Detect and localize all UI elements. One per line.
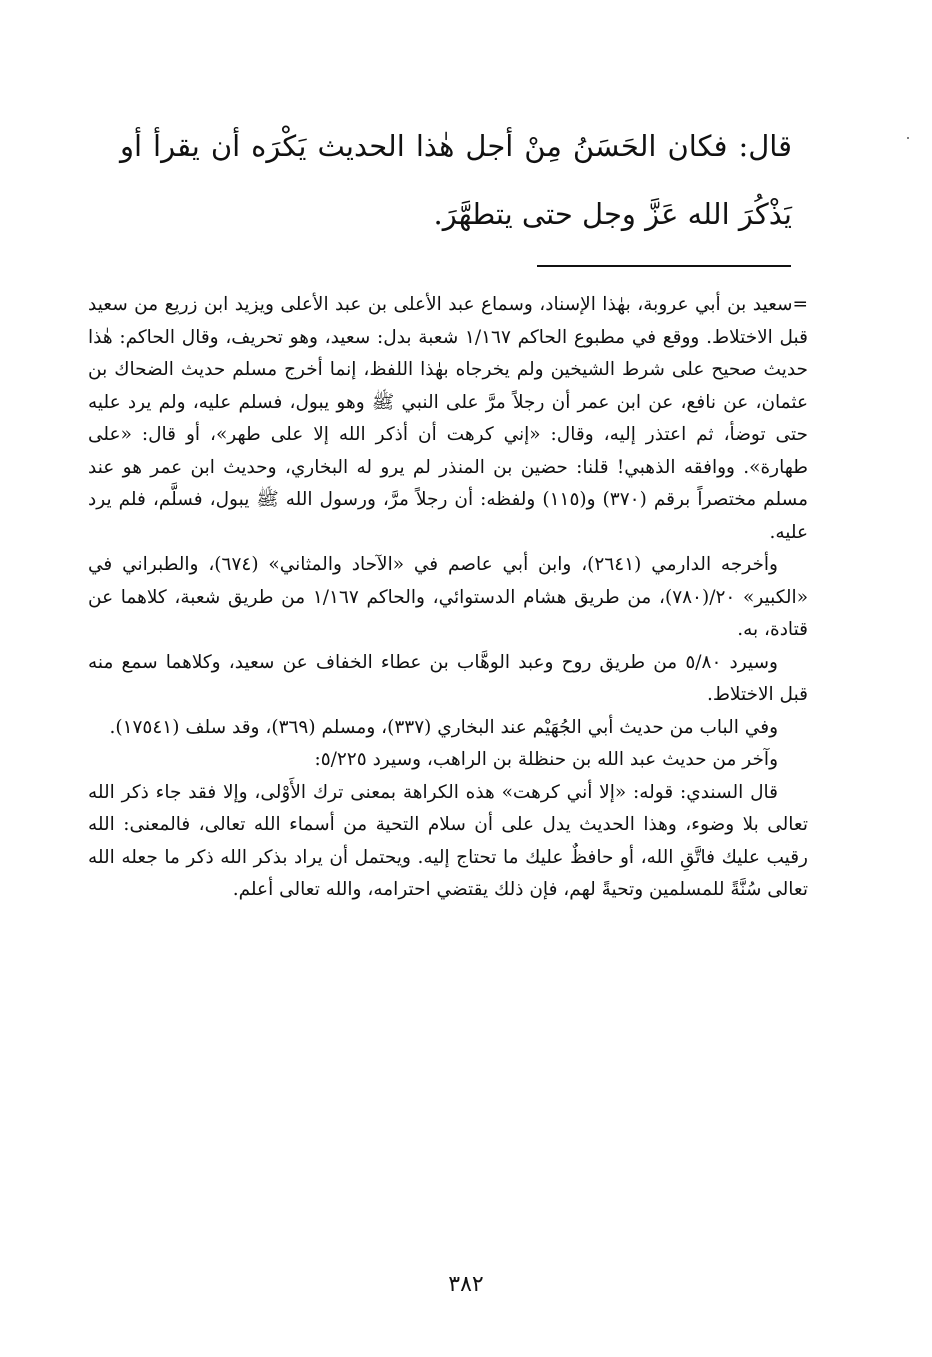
page-number: ٣٨٢ bbox=[448, 1272, 484, 1297]
footnote-paragraph-6: قال السندي: قوله: «إلا أني كرهت» هذه الكراهة بمعنى ترك الأَوْلى، وإلا فقد جاء ذكر الله تعالى بلا وضوء، وهذا الحديث يدل على أن سلام التحية من أسماء الله تعالى، فالمعنى: الله رقيب عليك فاتَّقِ الله، أو حافظٌ عليك ما تحتاج إليه. ويحتمل أن يراد بذكر الله ذكر ما جعله الله تعالى سُنَّةً للمسلمين وتحيةً لهم، فإن ذلك يقتضي احترامه، والله تعالى أعلم. bbox=[88, 781, 808, 900]
main-text-paragraph: قال: فكان الحَسَنُ مِنْ أجل هٰذا الحديث يَكْرَه أن يقرأ أو يَذْكُرَ الله عَزَّ وجل حتى يتطهَّرَ. bbox=[120, 129, 792, 231]
main-text-block bbox=[120, 112, 792, 248]
footnote-paragraph-2: وأخرجه الدارمي (٢٦٤١)، وابن أبي عاصم في «الآحاد والمثاني» (٦٧٤)، والطبراني في «الكبير» ٢٠/(٧٨٠)، من طريق هشام الدستوائي، والحاكم ١/١٦٧ من طريق شعبة، كلاهما عن قتادة، به. bbox=[88, 554, 809, 640]
footnote-divider bbox=[537, 265, 791, 267]
scan-speck bbox=[907, 137, 909, 139]
footnote-paragraph-5: وآخر من حديث عبد الله بن حنظلة بن الراهب، وسيرد ٥/٢٢٥: bbox=[314, 749, 778, 770]
footnotes-block bbox=[88, 289, 808, 907]
footnote-paragraph-4: وفي الباب من حديث أبي الجُهَيْم عند البخاري (٣٣٧)، ومسلم (٣٦٩)، وقد سلف (١٧٥٤١). bbox=[109, 716, 778, 738]
footnote-paragraph-3: وسيرد ٥/٨٠ من طريق روح وعبد الوهَّاب بن عطاء الخفاف عن سعيد، وكلاهما سمع منه قبل الاختلاط. bbox=[88, 651, 808, 705]
footnote-paragraph-1: =سعيد بن أبي عروبة، بهٰذا الإسناد، وسماع عبد الأعلى بن عبد الأعلى ويزيد ابن زريع من سعيد قبل الاختلاط. ووقع في مطبوع الحاكم ١/١٦٧ شعبة بدل: سعيد، وهو تحريف، وقال الحاكم: هٰذا حديث صحيح على شرط الشيخين ولم يخرجاه بهٰذا اللفظ، إنما أخرج مسلم حديث الضحاك بن عثمان، عن نافع، عن ابن عمر أن رجلاً مرَّ على النبي ﷺ وهو يبول، فسلم عليه، ولم يرد عليه حتى توضأ، ثم اعتذر إليه، وقال: «إني كرهت أن أذكر الله إلا على طهر»، أو قال: «على طهارة». ووافقه الذهبي! قلنا: حضين بن المنذر لم يرو له البخاري، وحديث ابن عمر هو عند مسلم مختصراً برقم (٣٧٠) و(١١٥) ولفظه: أن رجلاً مرَّ، ورسول الله ﷺ يبول، فسلَّم، فلم يرد عليه. bbox=[88, 294, 809, 543]
